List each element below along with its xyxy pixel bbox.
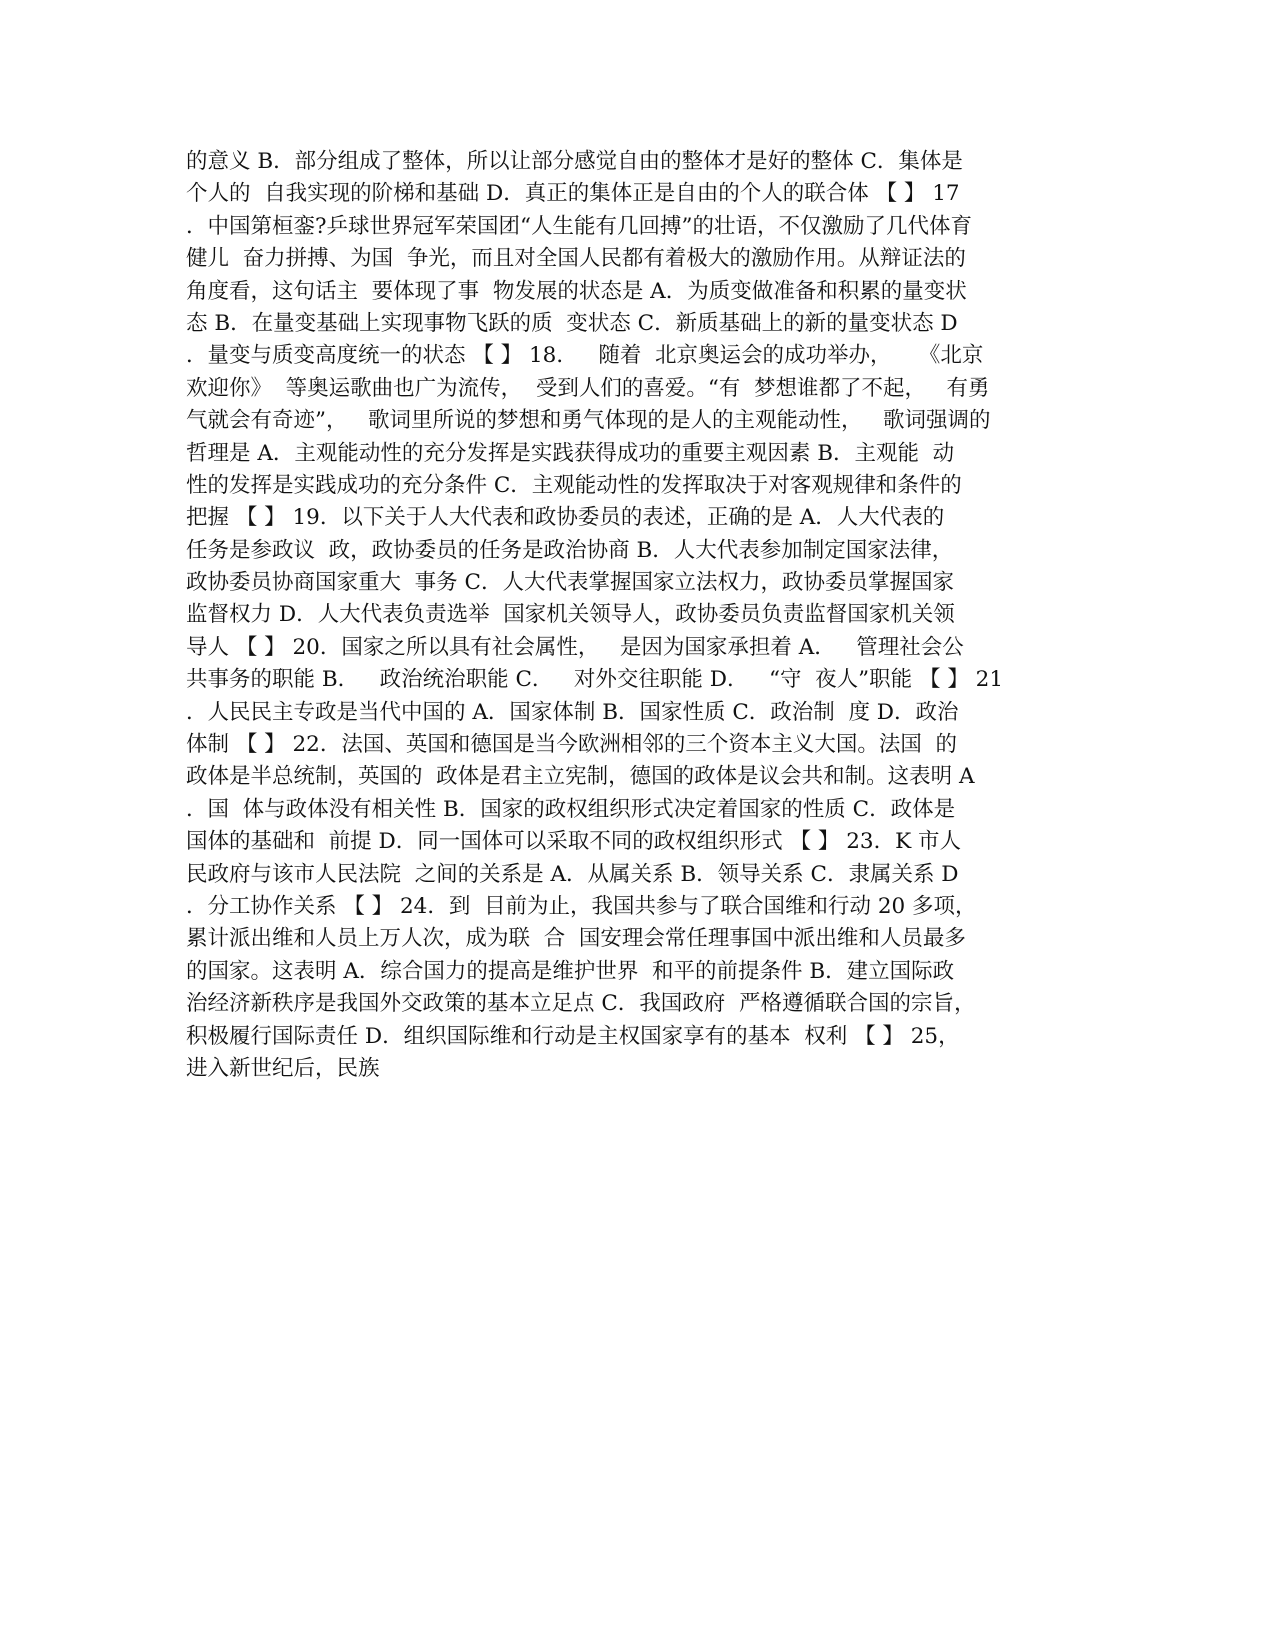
text-line: 监督权力 D．人大代表负责选举 国家机关领导人，政协委员负责监督国家机关领 — [186, 602, 955, 628]
text-line: 气就会有奇迹”， 歌词里所说的梦想和勇气体现的是人的主观能动性， 歌词强调的 — [186, 408, 991, 434]
text-line: 的意义 B．部分组成了整体，所以让部分感觉自由的整体才是好的整体 C．集体是 — [186, 149, 963, 174]
text-line: 角度看，这句话主 要体现了事 物发展的状态是 A．为质变做准备和积累的量变状 — [186, 278, 967, 304]
text-line: ．人民民主专政是当代中国的 A．国家体制 B．国家性质 C．政治制 度 D．政治 — [186, 699, 959, 725]
text-line: 民政府与该市人民法院 之间的关系是 A．从属关系 B．领导关系 C．隶属关系 D — [186, 861, 959, 887]
text-line: 的国家。这表明 A．综合国力的提高是维护世界 和平的前提条件 B．建立国际政 — [186, 958, 955, 984]
text-line: 欢迎你》 等奥运歌曲也广为流传， 受到人们的喜爱。“有 梦想谁都了不起， 有勇 — [186, 375, 990, 401]
text-line: 政协委员协商国家重大 事务 C．人大代表掌握国家立法权力，政协委员掌握国家 — [186, 570, 954, 596]
text-line: 态 B．在量变基础上实现事物飞跃的质 变状态 C．新质基础上的新的量变状态 D — [186, 310, 958, 336]
text-line: 个人的 自我实现的阶梯和基础 D．真正的集体正是自由的个人的联合体 【 】 17 — [186, 181, 960, 207]
text-line: 政体是半总统制，英国的 政体是君主立宪制，德国的政体是议会共和制。这表明 A — [186, 764, 975, 790]
text-line: 健儿 奋力拼搏、为国 争光，而且对全国人民都有着极大的激励作用。从辩证法的 — [186, 246, 966, 272]
text-line: ．中国第桓銮?乒球世界冠军荣国团“人生能有几回搏”的壮语，不仅激励了几代体育 — [186, 213, 973, 239]
text-line: 把握 【 】 19．以下关于人大代表和政协委员的表述，正确的是 A．人大代表的 — [186, 505, 945, 531]
text-line: ．量变与质变高度统一的状态 【 】 18． 随着 北京奥运会的成功举办， 《北京 — [186, 343, 984, 369]
text-line: 累计派出维和人员上万人次，成为联 合 国安理会常任理事国中派出维和人员最多 — [186, 926, 966, 952]
text-line: 共事务的职能 B． 政治统治职能 C． 对外交往职能 D． “守 夜人”职能 【 】 21 — [186, 667, 1004, 693]
text-line: 导人 【 】 20．国家之所以具有社会属性， 是因为国家承担着 A． 管理社会公 — [186, 634, 964, 660]
text-line: 国体的基础和 前提 D．同一国体可以采取不同的政权组织形式 【 】 23．K 市人 — [186, 829, 962, 855]
text-line: 性的发挥是实践成功的充分条件 C．主观能动性的发挥取决于对客观规律和条件的 — [186, 472, 962, 498]
text-line: 任务是参政议 政，政协委员的任务是政治协商 B．人大代表参加制定国家法律， — [186, 537, 954, 563]
text-line: 哲理是 A．主观能动性的充分发挥是实践获得成功的重要主观因素 B．主观能 动 — [186, 440, 955, 466]
text-line: ．国 体与政体没有相关性 B．国家的政权组织形式决定着国家的性质 C．政体是 — [186, 796, 956, 822]
text-line: ．分工协作关系 【 】 24．到 目前为止，我国共参与了联合国维和行动 20 多项， — [186, 893, 977, 919]
text-line: 积极履行国际责任 D．组织国际维和行动是主权国家享有的基本 权利 【 】 25， — [186, 1023, 960, 1049]
body-text — [186, 146, 1106, 1085]
text-line: 治经济新秩序是我国外交政策的基本立足点 C．我国政府 严格遵循联合国的宗旨， — [186, 991, 976, 1017]
text-line: 进入新世纪后，民族 — [186, 1055, 380, 1081]
text-line: 体制 【 】 22．法国、英国和德国是当今欧洲相邻的三个资本主义大国。法国 的 — [186, 732, 958, 758]
